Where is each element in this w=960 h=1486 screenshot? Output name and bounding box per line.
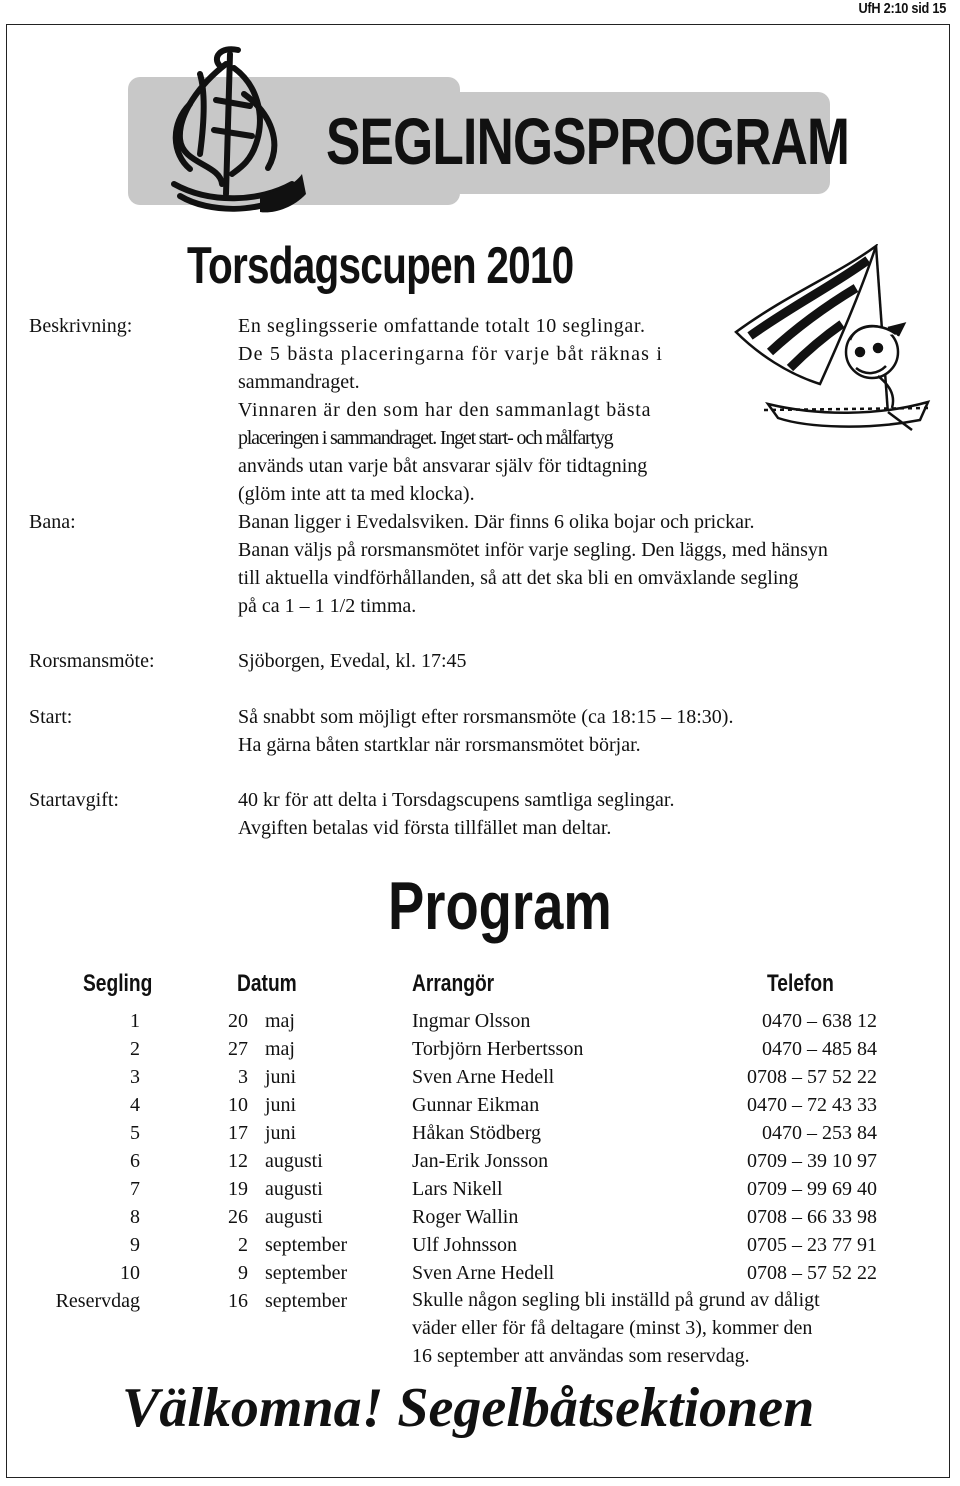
cell-month: juni — [265, 1122, 297, 1144]
cell-segling: 9 — [130, 1234, 140, 1256]
cell-segling: 3 — [130, 1066, 140, 1088]
cell-telefon: 0470 – 485 84 — [762, 1038, 877, 1060]
label-beskrivning: Beskrivning: — [29, 315, 133, 337]
label-start: Start: — [29, 706, 73, 728]
note-line: väder eller för få deltagare (minst 3), kommer den — [412, 1317, 813, 1339]
cell-arrangor: Roger Wallin — [412, 1206, 519, 1228]
cell-segling: 5 — [130, 1122, 140, 1144]
cell-day: 26 — [228, 1206, 248, 1228]
text-line: Banan väljs på rorsmansmötet inför varje segling. Den läggs, med hänsyn — [238, 539, 828, 561]
cell-day: 3 — [238, 1066, 248, 1088]
cell-telefon: 0708 – 57 52 22 — [747, 1066, 877, 1088]
text-line: Vinnaren är den som har den sammanlagt bästa — [238, 399, 652, 421]
cell-arrangor: Ulf Johnsson — [412, 1234, 518, 1256]
cell-segling: 1 — [130, 1010, 140, 1032]
cell-day: 19 — [228, 1178, 248, 1200]
sailboat-logo-icon — [160, 44, 310, 224]
text-line: Avgiften betalas vid första tillfället man deltar. — [238, 817, 612, 839]
text-line: Så snabbt som möjligt efter rorsmansmöte (ca 18:15 – 18:30). — [238, 706, 734, 728]
cell-month: september — [265, 1262, 348, 1284]
cell-telefon: 0709 – 99 69 40 — [747, 1178, 877, 1200]
banner-title: SEGLINGSPROGRAM — [326, 104, 850, 178]
cell-month: juni — [265, 1066, 297, 1088]
cell-arrangor: Sven Arne Hedell — [412, 1066, 555, 1088]
label-rorsmansmote: Rorsmansmöte: — [29, 650, 155, 672]
label-bana: Bana: — [29, 511, 76, 533]
table-row — [0, 1175, 960, 1203]
cell-telefon: 0470 – 638 12 — [762, 1010, 877, 1032]
table-row — [0, 1007, 960, 1035]
table-row — [0, 1203, 960, 1231]
cell-day: 20 — [228, 1010, 248, 1032]
cup-title: Torsdagscupen 2010 — [187, 237, 574, 295]
text-line: (glöm inte att ta med klocka). — [238, 483, 475, 505]
table-row — [0, 1063, 960, 1091]
text-line: på ca 1 – 1 1/2 timma. — [238, 595, 417, 617]
note-line: Skulle någon segling bli inställd på grund av dåligt — [412, 1289, 820, 1311]
cell-segling: 7 — [130, 1178, 140, 1200]
cell-segling: 8 — [130, 1206, 140, 1228]
cell-segling: 10 — [120, 1262, 140, 1284]
label-startavgift: Startavgift: — [29, 789, 119, 811]
cell-telefon: 0470 – 72 43 33 — [747, 1094, 877, 1116]
text-line: De 5 bästa placeringarna för varje båt räknas i — [238, 343, 664, 365]
cell-arrangor: Jan-Erik Jonsson — [412, 1150, 549, 1172]
header-arrangor: Arrangör — [412, 970, 495, 997]
text-line: Sjöborgen, Evedal, kl. 17:45 — [238, 650, 467, 672]
cell-telefon: 0708 – 57 52 22 — [747, 1262, 877, 1284]
text-line: används utan varje båt ansvarar själv för tidtagning — [238, 455, 648, 477]
start-text — [238, 703, 733, 759]
cell-month: maj — [265, 1038, 295, 1060]
cell-telefon: 0705 – 23 77 91 — [747, 1234, 877, 1256]
cell-month: juni — [265, 1094, 297, 1116]
program-title: Program — [388, 868, 612, 944]
header-segling: Segling — [83, 970, 153, 997]
cell-month: maj — [265, 1010, 295, 1032]
cell-arrangor: Lars Nikell — [412, 1178, 503, 1200]
startavgift-text — [238, 786, 674, 842]
cell-arrangor: Håkan Stödberg — [412, 1122, 542, 1144]
rorsmansmote-text — [238, 647, 467, 675]
table-row — [0, 1119, 960, 1147]
cell-day: 27 — [228, 1038, 248, 1060]
table-row — [0, 1231, 960, 1259]
table-row — [0, 1147, 960, 1175]
header-telefon: Telefon — [767, 970, 834, 997]
cell-arrangor: Gunnar Eikman — [412, 1094, 540, 1116]
cell-month: augusti — [265, 1150, 323, 1172]
table-row — [0, 1091, 960, 1119]
cell-month: september — [265, 1290, 348, 1312]
cell-telefon: 0470 – 253 84 — [762, 1122, 877, 1144]
cell-month: augusti — [265, 1206, 323, 1228]
note-line: 16 september att användas som reservdag. — [412, 1345, 750, 1367]
table-row — [0, 1035, 960, 1063]
cell-arrangor: Torbjörn Herbertsson — [412, 1038, 584, 1060]
cell-day: 16 — [228, 1290, 248, 1312]
beskrivning-text — [238, 312, 663, 508]
cell-day: 9 — [238, 1262, 248, 1284]
reserve-note — [412, 1286, 902, 1370]
bana-text — [238, 508, 828, 620]
text-line: sammandraget. — [238, 371, 360, 393]
cell-month: augusti — [265, 1178, 323, 1200]
text-line: Banan ligger i Evedalsviken. Där finns 6 olika bojar och prickar. — [238, 511, 755, 533]
text-line: Ha gärna båten startklar när rorsmansmötet börjar. — [238, 734, 641, 756]
cell-month: september — [265, 1234, 348, 1256]
cell-telefon: 0709 – 39 10 97 — [747, 1150, 877, 1172]
cell-day: 10 — [228, 1094, 248, 1116]
cell-day: 17 — [228, 1122, 248, 1144]
cell-segling: 4 — [130, 1094, 140, 1116]
sailor-cartoon-icon — [728, 244, 934, 434]
text-line: En seglingsserie omfattande totalt 10 seglingar. — [238, 315, 646, 337]
table-row — [0, 1259, 960, 1287]
cell-arrangor: Ingmar Olsson — [412, 1010, 531, 1032]
page-reference: UfH 2:10 sid 15 — [858, 0, 946, 17]
text-line: till aktuella vindförhållanden, så att det ska bli en omväxlande segling — [238, 567, 799, 589]
cell-telefon: 0708 – 66 33 98 — [747, 1206, 877, 1228]
cell-day: 12 — [228, 1150, 248, 1172]
text-line: 40 kr för att delta i Torsdagscupens samtliga seglingar. — [238, 789, 675, 811]
cell-segling: 2 — [130, 1038, 140, 1060]
text-line: placeringen i sammandraget. Inget start- och målfartyg — [238, 427, 613, 449]
cell-segling: Reservdag — [55, 1290, 140, 1312]
cell-day: 2 — [238, 1234, 248, 1256]
header-datum: Datum — [237, 970, 297, 997]
closing-greeting: Välkomna! Segelbåtsektionen — [122, 1377, 815, 1439]
cell-arrangor: Sven Arne Hedell — [412, 1262, 555, 1284]
cell-segling: 6 — [130, 1150, 140, 1172]
